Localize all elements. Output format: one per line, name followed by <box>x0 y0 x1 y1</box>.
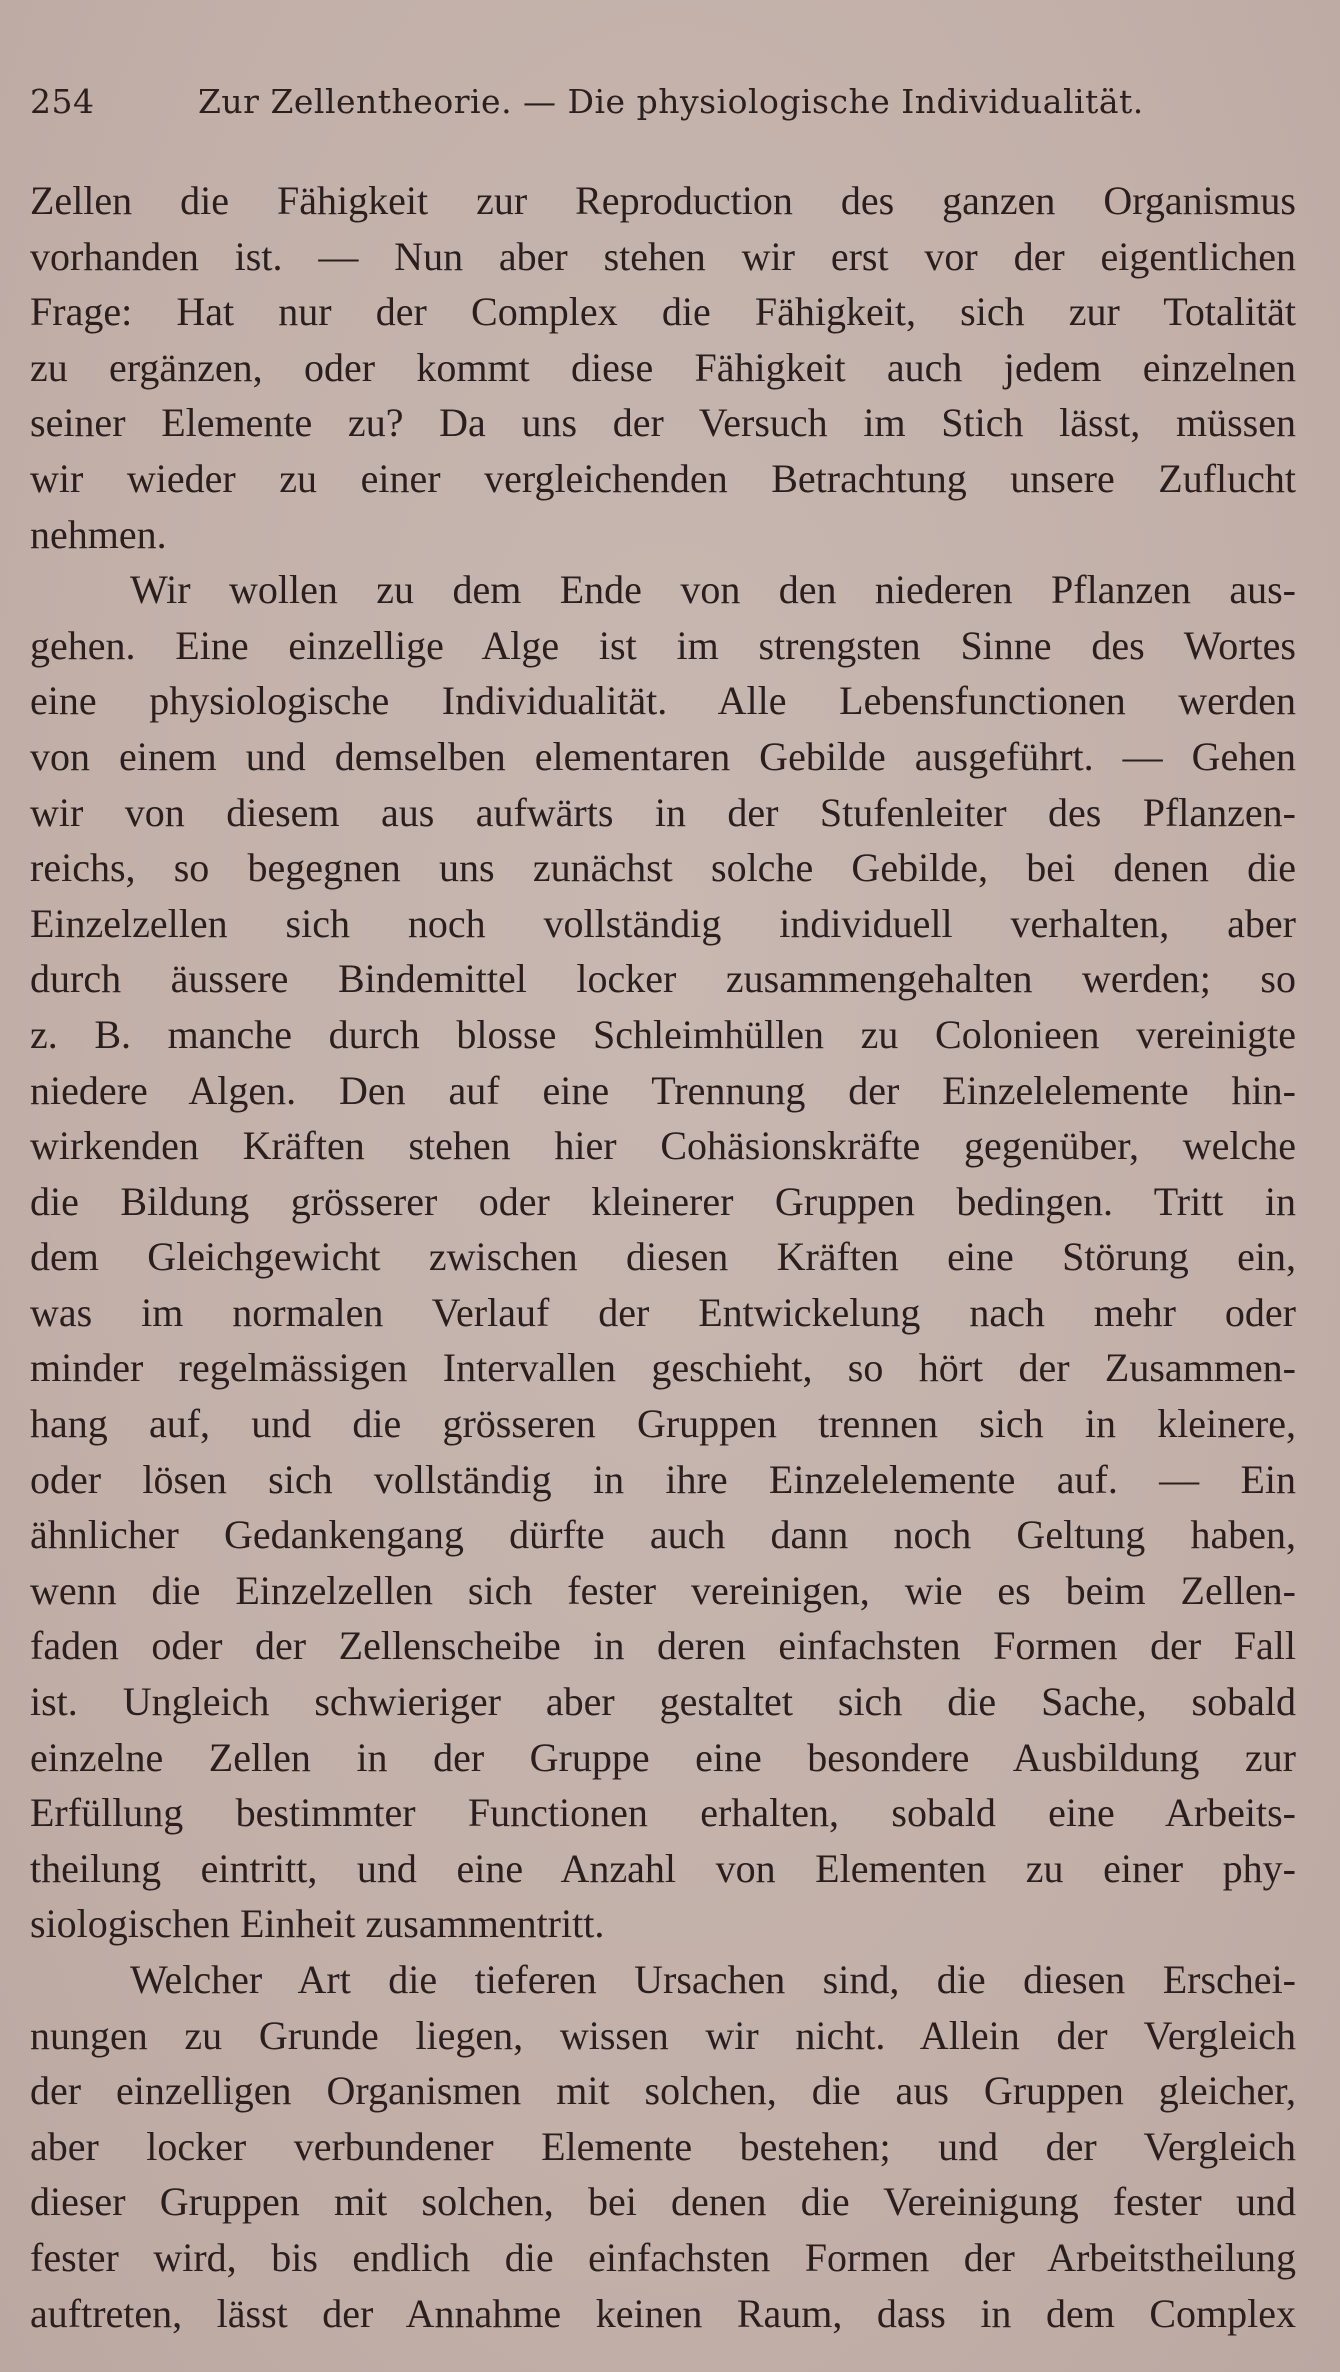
text-line: wenn die Einzelzellen sich fester vereinigen, wie es beim Zellen- <box>30 1567 1296 1613</box>
page-header <box>30 82 1310 132</box>
text-line: Welcher Art die tieferen Ursachen sind, die diesen Erschei- <box>130 1957 1296 2002</box>
text-line: theilung eintritt, und eine Anzahl von Elementen zu einer phy- <box>30 1845 1296 1891</box>
text-line: was im normalen Verlauf der Entwickelung nach mehr oder <box>30 1289 1296 1335</box>
text-line: z. B. manche durch blosse Schleimhüllen zu Colonieen vereinigte <box>30 1011 1296 1057</box>
running-title: Zur Zellentheorie. — Die physiologische Individualität. <box>198 82 1144 121</box>
text-line: Erfüllung bestimmter Functionen erhalten, sobald eine Arbeits- <box>30 1790 1296 1836</box>
text-line: vorhanden ist. — Nun aber stehen wir erst vor der eigentlichen <box>30 233 1296 279</box>
text-line: aber locker verbundener Elemente bestehen; und der Vergleich <box>30 2123 1296 2169</box>
text-line: Frage: Hat nur der Complex die Fähigkeit, sich zur Totalität <box>30 289 1296 335</box>
text-line: Einzelzellen sich noch vollständig individuell verhalten, aber <box>30 900 1296 946</box>
text-line: fester wird, bis endlich die einfachsten Formen der Arbeitstheilung <box>30 2234 1296 2280</box>
text-line: der einzelligen Organismen mit solchen, die aus Gruppen gleicher, <box>30 2068 1296 2114</box>
text-line: seiner Elemente zu? Da uns der Versuch im Stich lässt, müssen <box>30 400 1296 446</box>
text-line: zu ergänzen, oder kommt diese Fähigkeit auch jedem einzelnen <box>30 344 1296 390</box>
text-line: oder lösen sich vollständig in ihre Einzelelemente auf. — Ein <box>30 1456 1296 1502</box>
text-line: niedere Algen. Den auf eine Trennung der Einzelelemente hin- <box>30 1067 1296 1113</box>
text-line: nehmen. <box>30 511 167 557</box>
text-line: hang auf, und die grösseren Gruppen trennen sich in kleinere, <box>30 1401 1296 1447</box>
text-line: siologischen Einheit zusammentritt. <box>30 1901 605 1947</box>
text-line: Zellen die Fähigkeit zur Reproduction des ganzen Organismus <box>30 178 1296 223</box>
text-line: durch äussere Bindemittel locker zusammengehalten werden; so <box>30 956 1296 1002</box>
page-number: 254 <box>30 82 95 121</box>
body-text <box>30 173 1296 2341</box>
text-line: von einem und demselben elementaren Gebilde ausgeführt. — Gehen <box>30 733 1296 779</box>
text-line: gehen. Eine einzellige Alge ist im strengsten Sinne des Wortes <box>30 622 1296 668</box>
text-line: wirkenden Kräften stehen hier Cohäsionskräfte gegenüber, welche <box>30 1123 1296 1169</box>
text-line: auftreten, lässt der Annahme keinen Raum, dass in dem Complex <box>30 2290 1296 2336</box>
text-line: die Bildung grösserer oder kleinerer Gruppen bedingen. Tritt in <box>30 1178 1296 1224</box>
text-line: faden oder der Zellenscheibe in deren einfachsten Formen der Fall <box>30 1623 1296 1669</box>
text-line: dem Gleichgewicht zwischen diesen Kräften eine Störung ein, <box>30 1234 1296 1280</box>
text-line: minder regelmässigen Intervallen geschieht, so hört der Zusammen- <box>30 1345 1296 1391</box>
text-line: nungen zu Grunde liegen, wissen wir nicht. Allein der Vergleich <box>30 2012 1296 2058</box>
text-line: ist. Ungleich schwieriger aber gestaltet sich die Sache, sobald <box>30 1679 1296 1725</box>
text-line: Wir wollen zu dem Ende von den niederen Pflanzen aus- <box>130 567 1296 613</box>
text-line: eine physiologische Individualität. Alle Lebensfunctionen werden <box>30 678 1296 724</box>
text-line: reichs, so begegnen uns zunächst solche Gebilde, bei denen die <box>30 845 1296 891</box>
text-line: einzelne Zellen in der Gruppe eine besondere Ausbildung zur <box>30 1734 1296 1780</box>
text-line: wir wieder zu einer vergleichenden Betrachtung unsere Zuflucht <box>30 455 1296 501</box>
text-line: ähnlicher Gedankengang dürfte auch dann noch Geltung haben, <box>30 1512 1296 1558</box>
text-line: dieser Gruppen mit solchen, bei denen die Vereinigung fester und <box>30 2179 1296 2225</box>
text-line: wir von diesem aus aufwärts in der Stufenleiter des Pflanzen- <box>30 789 1296 835</box>
